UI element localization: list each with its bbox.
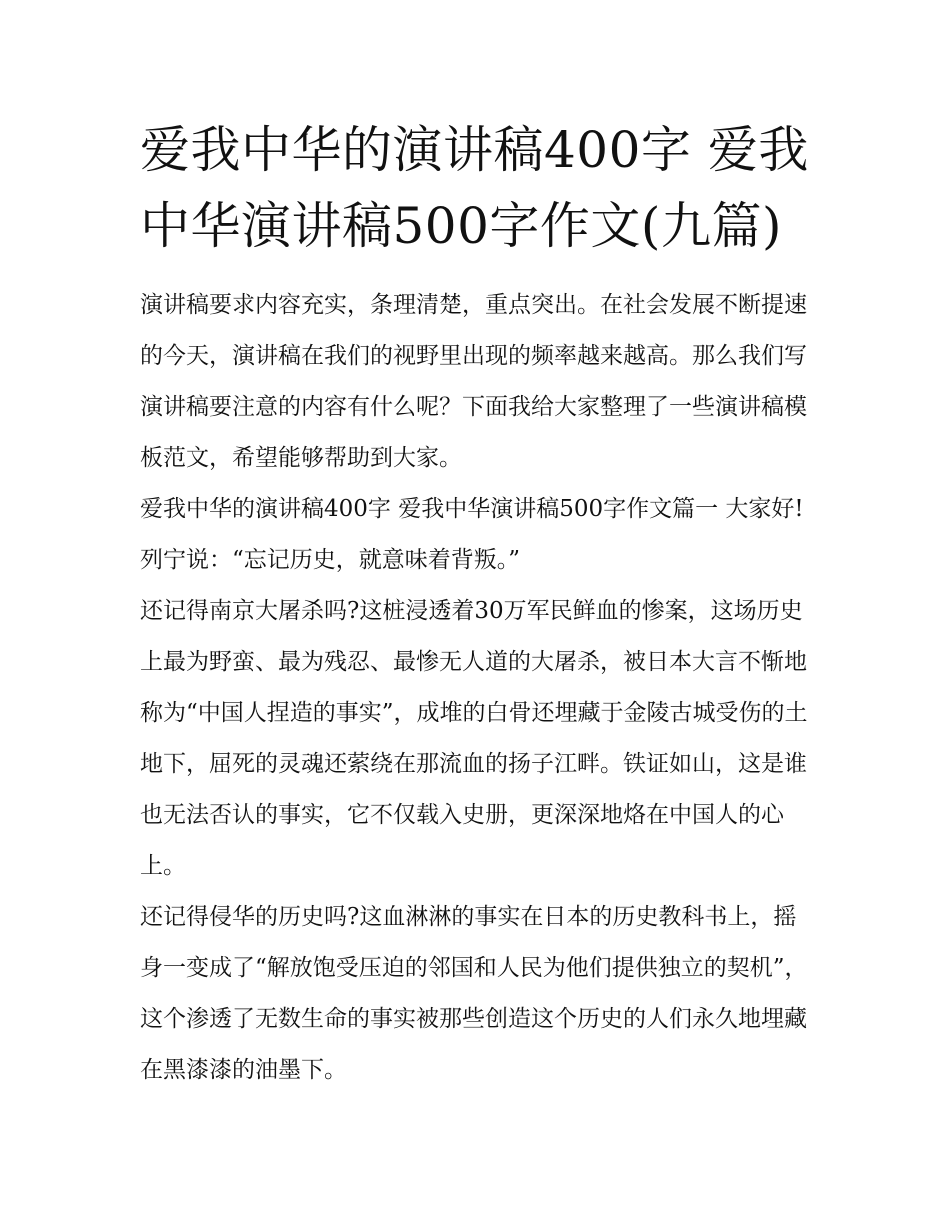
paragraph-opening: 爱我中华的演讲稿400字 爱我中华演讲稿500字作文篇一 大家好! 列宁说：“忘记历史，就意味着背叛。” xyxy=(140,496,804,573)
paragraph-nanjing: 还记得南京大屠杀吗?这桩浸透着30万军民鲜血的惨案，这场历史上最为野蛮、最为残忍、最惨无人道的大屠杀，被日本大言不惭地称为“中国人捏造的事实”，成堆的白骨还埋藏于金陵古城受伤的土地下，屈死的灵魂还萦绕在那流血的扬子江畔。铁证如山，这是谁也无法否认的事实，它不仅载入史册，更深深地烙在中国人的心上。 xyxy=(140,598,808,879)
document-title: 爱我中华的演讲稿400字 爱我中华演讲稿500字作文(九篇) xyxy=(140,121,809,255)
paragraph-invasion: 还记得侵华的历史吗?这血淋淋的事实在日本的历史教科书上，摇身一变成了“解放饱受压迫的邻国和人民为他们提供独立的契机”，这个渗透了无数生命的事实被那些创造这个历史的人们永久地埋藏在黑漆漆的油墨下。 xyxy=(140,904,808,1083)
document-page xyxy=(140,112,812,1096)
document-body xyxy=(140,280,812,1096)
paragraph-intro: 演讲稿要求内容充实，条理清楚，重点突出。在社会发展不断提速的今天，演讲稿在我们的视野里出现的频率越来越高。那么我们写演讲稿要注意的内容有什么呢？下面我给大家整理了一些演讲稿模板范文，希望能够帮助到大家。 xyxy=(140,292,807,471)
